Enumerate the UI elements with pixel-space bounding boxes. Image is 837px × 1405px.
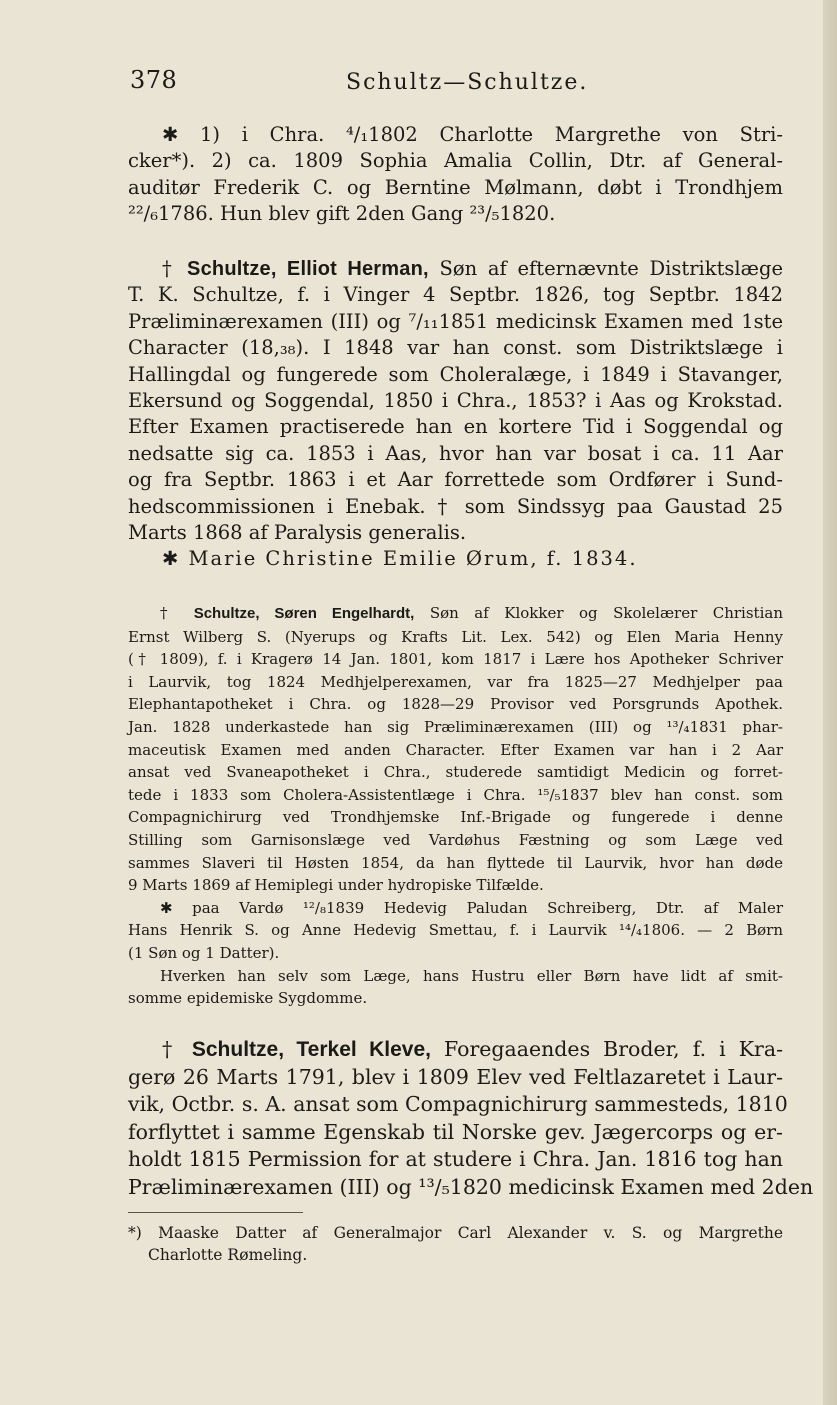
text-line: ansat ved Svaneapotheket i Chra., studerede samtidigt Medicin og forret-	[128, 763, 783, 782]
text-line: vik, Octbr. s. A. ansat som Compagnichirurg sammesteds, 1810	[128, 1092, 788, 1116]
note-line: Hverken han selv som Læge, hans Hustru eller Børn have lidt af smit-	[160, 966, 783, 985]
entry-name: Schultze, Elliot Herman,	[187, 258, 429, 280]
spouse-line: Hans Henrik S. og Anne Hedevig Smettau, f. i Laurvik ¹⁴/₄1806. — 2 Børn	[128, 921, 783, 940]
text-line: cker*). 2) ca. 1809 Sophia Amalia Collin, Dtr. af General-	[128, 149, 783, 173]
entry-heading-rest: Søn af efternævnte Distriktslæge	[439, 257, 784, 280]
text-line: Præliminærexamen (III) og ⁷/₁₁1851 medicinsk Examen med 1ste	[128, 309, 783, 333]
text-line: Hallingdal og fungerede som Choleralæge, i 1849 i Stavanger,	[128, 362, 783, 386]
text-line: Elephantapotheket i Chra. og 1828—29 Provisor ved Porsgrunds Apothek.	[128, 695, 783, 714]
text-line: Efter Examen practiserede han en kortere Tid i Soggendal og	[128, 415, 783, 439]
text-line: Ekersund og Soggendal, 1850 i Chra., 1853? i Aas og Krokstad.	[128, 389, 783, 413]
running-head: Schultz—Schultze.	[346, 70, 589, 95]
text-line: hedscommissionen i Enebak. † som Sindssyg paa Gaustad 25	[128, 494, 783, 518]
text-line: Marts 1868 af Paralysis generalis.	[128, 521, 467, 545]
text-line: Character (18,₃₈). I 1848 var han const. som Distriktslæge i	[128, 336, 783, 360]
text-line: Jan. 1828 underkastede han sig Præliminærexamen (III) og ¹³/₄1831 phar-	[128, 717, 783, 736]
text-line: 9 Marts 1869 af Hemiplegi under hydropiske Tilfælde.	[128, 876, 544, 895]
text-line: Stilling som Garnisonslæge ved Vardøhus Fæstning og som Læge ved	[128, 830, 783, 849]
entry-terkel-kleve	[128, 1036, 814, 1201]
text-line: forflyttet i samme Egenskab til Norske gev. Jægercorps og er-	[128, 1119, 783, 1144]
text-line: maceutisk Examen med anden Character. Efter Examen var han i 2 Aar	[128, 740, 783, 759]
page-header	[130, 62, 780, 102]
text-line: ²²/₆1786. Hun blev gift 2den Gang ²³/₅1820.	[128, 202, 556, 226]
text-line: sammes Slaveri til Høsten 1854, da han flyttede til Laurvik, hvor han døde	[128, 853, 783, 872]
footnote-divider	[128, 1212, 303, 1213]
note-line: somme epidemiske Sygdomme.	[128, 989, 368, 1008]
footnote-line: *) Maaske Datter af Generalmajor Carl Alexander v. S. og Margrethe	[128, 1224, 783, 1242]
entry-name: Schultze, Søren Engelhardt,	[193, 605, 415, 622]
spouse-line: ✱ Marie Christine Emilie Ørum, f. 1834.	[162, 547, 638, 571]
dagger-mark: †	[160, 604, 179, 622]
text-line: T. K. Schultze, f. i Vinger 4 Septbr. 1826, tog Septbr. 1842	[128, 283, 783, 307]
page-edge	[823, 0, 837, 1405]
page-number: 378	[130, 66, 178, 94]
text-line: ✱ 1) i Chra. ⁴/₁1802 Charlotte Margrethe von Stri-	[162, 123, 783, 146]
text-line: Ernst Wilberg S. (Nyerups og Krafts Lit. Lex. 542) og Elen Maria Henny	[128, 627, 783, 646]
text-line: († 1809), f. i Kragerø 14 Jan. 1801, kom 1817 i Lære hos Apotheker Schriver	[128, 650, 783, 669]
text-line: Compagnichirurg ved Trondhjemske Inf.-Brigade og fungerede i denne	[128, 808, 783, 827]
text-line: Præliminærexamen (III) og ¹³/₅1820 medicinsk Examen med 2den	[128, 1174, 814, 1199]
dagger-mark: †	[162, 257, 177, 280]
entry-soren-engelhardt	[128, 602, 783, 1010]
spouse-line: (1 Søn og 1 Datter).	[128, 943, 280, 962]
entry-heading	[128, 1036, 783, 1064]
footnote-line: Charlotte Rømeling.	[148, 1246, 308, 1264]
entry-name: Schultze, Terkel Kleve,	[191, 1038, 431, 1061]
entry-heading	[128, 602, 783, 626]
spouse-line: ✱ paa Vardø ¹²/₈1839 Hedevig Paludan Schreiberg, Dtr. af Maler	[160, 898, 783, 917]
text-line: auditør Frederik C. og Berntine Mølmann, døbt i Trondhjem	[128, 175, 783, 199]
text-line: tede i 1833 som Cholera-Assistentlæge i Chra. ¹⁵/₅1837 blev han const. som	[128, 785, 783, 804]
footnote	[128, 1222, 783, 1266]
text-line: og fra Septbr. 1863 i et Aar forrettede som Ordfører i Sund-	[128, 468, 783, 492]
text-line: nedsatte sig ca. 1853 i Aas, hvor han var bosat i ca. 11 Aar	[128, 441, 783, 465]
entry-heading-rest: Foregaaendes Broder, f. i Kra-	[444, 1037, 783, 1061]
entry-heading-rest: Søn af Klokker og Skolelærer Christian	[429, 604, 783, 622]
entry-continuation	[128, 122, 783, 228]
dagger-mark: †	[162, 1037, 179, 1061]
entry-heading	[128, 256, 783, 282]
text-line: i Laurvik, tog 1824 Medhjelperexamen, var fra 1825—27 Medhjelper paa	[128, 672, 783, 691]
entry-elliot-herman	[128, 256, 783, 573]
text-line: gerø 26 Marts 1791, blev i 1809 Elev ved Feltlazaretet i Laur-	[128, 1064, 783, 1089]
text-line: holdt 1815 Permission for at studere i Chra. Jan. 1816 tog han	[128, 1147, 783, 1171]
